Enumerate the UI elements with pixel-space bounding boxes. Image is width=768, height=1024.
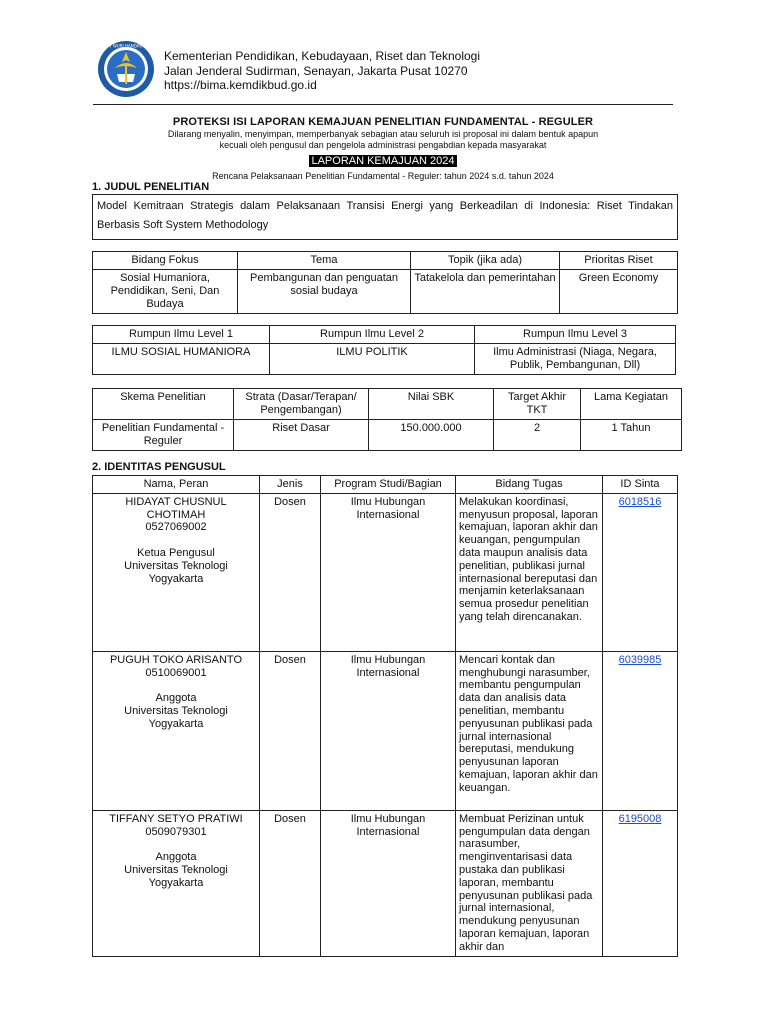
table-row bbox=[93, 270, 678, 314]
table-row bbox=[93, 493, 678, 651]
table-header-cell: Bidang Fokus bbox=[93, 252, 238, 270]
member-name: HIDAYAT CHUSNUL CHOTIMAH bbox=[125, 495, 227, 521]
member-sinta-link[interactable]: 6039985 bbox=[618, 653, 662, 666]
member-university: Universitas Teknologi Yogyakarta bbox=[124, 864, 228, 889]
table-cell: Ilmu Administrasi (Niaga, Negara, Publik, Pembangunan, Dll) bbox=[475, 344, 676, 375]
table-header-cell: Program Studi/Bagian bbox=[321, 476, 456, 494]
table-header-cell: Rumpun Ilmu Level 3 bbox=[475, 326, 676, 344]
member-identity-cell bbox=[93, 651, 260, 810]
table-header-row bbox=[93, 389, 682, 420]
section-identitas-heading: 2. IDENTITAS PENGUSUL bbox=[92, 461, 226, 473]
header-divider bbox=[93, 104, 673, 105]
table-cell: Sosial Humaniora, Pendidikan, Seni, Dan Budaya bbox=[93, 270, 238, 314]
member-role: Anggota bbox=[155, 692, 197, 705]
table-cell: 150.000.000 bbox=[369, 420, 494, 451]
table-header-row bbox=[93, 252, 678, 270]
table-cell: ILMU SOSIAL HUMANIORA bbox=[93, 344, 270, 375]
member-name: PUGUH TOKO ARISANTO bbox=[109, 653, 243, 666]
member-role: Anggota bbox=[155, 851, 197, 864]
tut-wuri-handayani-logo-icon bbox=[97, 40, 155, 98]
member-identity-cell bbox=[93, 493, 260, 651]
table-header-cell: Strata (Dasar/Terapan/ Pengembangan) bbox=[234, 389, 369, 420]
copyright-notice-line2: kecuali oleh pengusul dan pengelola administrasi pengabdian kepada masyarakat bbox=[219, 140, 547, 150]
member-university: Universitas Teknologi Yogyakarta bbox=[124, 559, 228, 585]
member-tugas: Mencari kontak dan menghubungi narasumber, membantu pengumpulan data dan analisis data penelitian, membantu penyusunan publikasi pada jurnal internasional bereputasi, mendukung penyusunan laporan kemajuan, laporan akhir dan keuangan. bbox=[456, 651, 603, 810]
member-university: Universitas Teknologi Yogyakarta bbox=[124, 705, 228, 730]
institution-street: Jalan Jenderal Sudirman, Senayan, Jakarta Pusat 10270 bbox=[164, 63, 468, 78]
table-cell: Penelitian Fundamental - Reguler bbox=[93, 420, 234, 451]
table-header-row bbox=[93, 326, 676, 344]
table-header-cell: ID Sinta bbox=[603, 476, 678, 494]
table-cell: Pembangunan dan penguatan sosial budaya bbox=[238, 270, 411, 314]
skema-table bbox=[92, 388, 682, 451]
table-cell: Riset Dasar bbox=[234, 420, 369, 451]
table-header-cell: Jenis bbox=[260, 476, 321, 494]
table-cell: 2 bbox=[494, 420, 581, 451]
member-name: TIFFANY SETYO PRATIWI bbox=[109, 812, 243, 825]
table-cell: Tatakelola dan pemerintahan bbox=[411, 270, 560, 314]
letterhead bbox=[97, 40, 677, 98]
document-titles bbox=[93, 115, 673, 182]
report-type-band: LAPORAN KEMAJUAN 2024 bbox=[311, 155, 455, 167]
member-nidn: 0509079301 bbox=[145, 825, 207, 838]
table-header-cell: Topik (jika ada) bbox=[411, 252, 560, 270]
table-row bbox=[93, 420, 682, 451]
identitas-pengusul-table bbox=[92, 475, 678, 957]
table-cell: ILMU POLITIK bbox=[270, 344, 475, 375]
table-header-cell: Rumpun Ilmu Level 2 bbox=[270, 326, 475, 344]
institution-address bbox=[164, 49, 480, 93]
table-header-row bbox=[93, 476, 678, 494]
section-judul-heading: 1. JUDUL PENELITIAN bbox=[92, 181, 210, 193]
implementation-plan: Rencana Pelaksanaan Penelitian Fundamental - Reguler: tahun 2024 s.d. tahun 2024 bbox=[212, 171, 554, 181]
table-header-cell: Target Akhir TKT bbox=[494, 389, 581, 420]
table-header-cell: Nilai SBK bbox=[369, 389, 494, 420]
research-title-box: Model Kemitraan Strategis dalam Pelaksanaan Transisi Energi yang Berkeadilan di Indonesia: Riset Tindakan Berbasis Soft System Methodology bbox=[92, 194, 678, 240]
svg-text:TUT WURI HANDAYANI: TUT WURI HANDAYANI bbox=[103, 43, 149, 49]
table-header-cell: Skema Penelitian bbox=[93, 389, 234, 420]
institution-url: https://bima.kemdikbud.go.id bbox=[164, 78, 317, 92]
table-header-cell: Lama Kegiatan bbox=[581, 389, 682, 420]
table-cell: 1 Tahun bbox=[581, 420, 682, 451]
copyright-notice-line1: Dilarang menyalin, menyimpan, memperbanyak sebagian atau seluruh isi proposal ini dalam bentuk apapun bbox=[167, 129, 599, 139]
member-jenis: Dosen bbox=[260, 810, 321, 956]
institution-name: Kementerian Pendidikan, Kebudayaan, Riset dan Teknologi bbox=[164, 49, 480, 63]
member-tugas: Melakukan koordinasi, menyusun proposal, laporan kemajuan, laporan akhir dan keuangan, pengumpulan data maupun analisis data penelitian, publikasi jurnal internasional bereputasi dan menjamin keterlaksanaan semua prosedur penelitian yang telah direncanakan. bbox=[456, 493, 603, 651]
table-header-cell: Rumpun Ilmu Level 1 bbox=[93, 326, 270, 344]
member-prodi: Ilmu Hubungan Internasional bbox=[321, 810, 456, 956]
table-row bbox=[93, 344, 676, 375]
document-main-title: PROTEKSI ISI LAPORAN KEMAJUAN PENELITIAN FUNDAMENTAL - REGULER bbox=[172, 116, 594, 128]
rumpun-ilmu-table bbox=[92, 325, 676, 375]
member-identity-cell bbox=[93, 810, 260, 956]
bidang-table bbox=[92, 251, 678, 314]
table-row bbox=[93, 810, 678, 956]
table-header-cell: Tema bbox=[238, 252, 411, 270]
member-jenis: Dosen bbox=[260, 493, 321, 651]
member-jenis: Dosen bbox=[260, 651, 321, 810]
table-cell: Green Economy bbox=[560, 270, 678, 314]
member-nidn: 0510069001 bbox=[145, 666, 207, 679]
table-row bbox=[93, 651, 678, 810]
member-role: Ketua Pengusul bbox=[137, 547, 215, 560]
table-header-cell: Nama, Peran bbox=[93, 476, 260, 494]
member-prodi: Ilmu Hubungan Internasional bbox=[321, 493, 456, 651]
member-prodi: Ilmu Hubungan Internasional bbox=[321, 651, 456, 810]
table-header-cell: Bidang Tugas bbox=[456, 476, 603, 494]
member-sinta-link[interactable]: 6018516 bbox=[618, 495, 662, 508]
member-tugas: Membuat Perizinan untuk pengumpulan data dengan narasumber, menginventarisasi data pustaka dan publikasi laporan, membantu penyusunan publikasi pada jurnal internasional, mendukung penyusunan laporan kemajuan, laporan akhir dan bbox=[456, 810, 603, 956]
member-nidn: 0527069002 bbox=[145, 521, 207, 534]
member-sinta-link[interactable]: 6195008 bbox=[618, 812, 662, 825]
table-header-cell: Prioritas Riset bbox=[560, 252, 678, 270]
